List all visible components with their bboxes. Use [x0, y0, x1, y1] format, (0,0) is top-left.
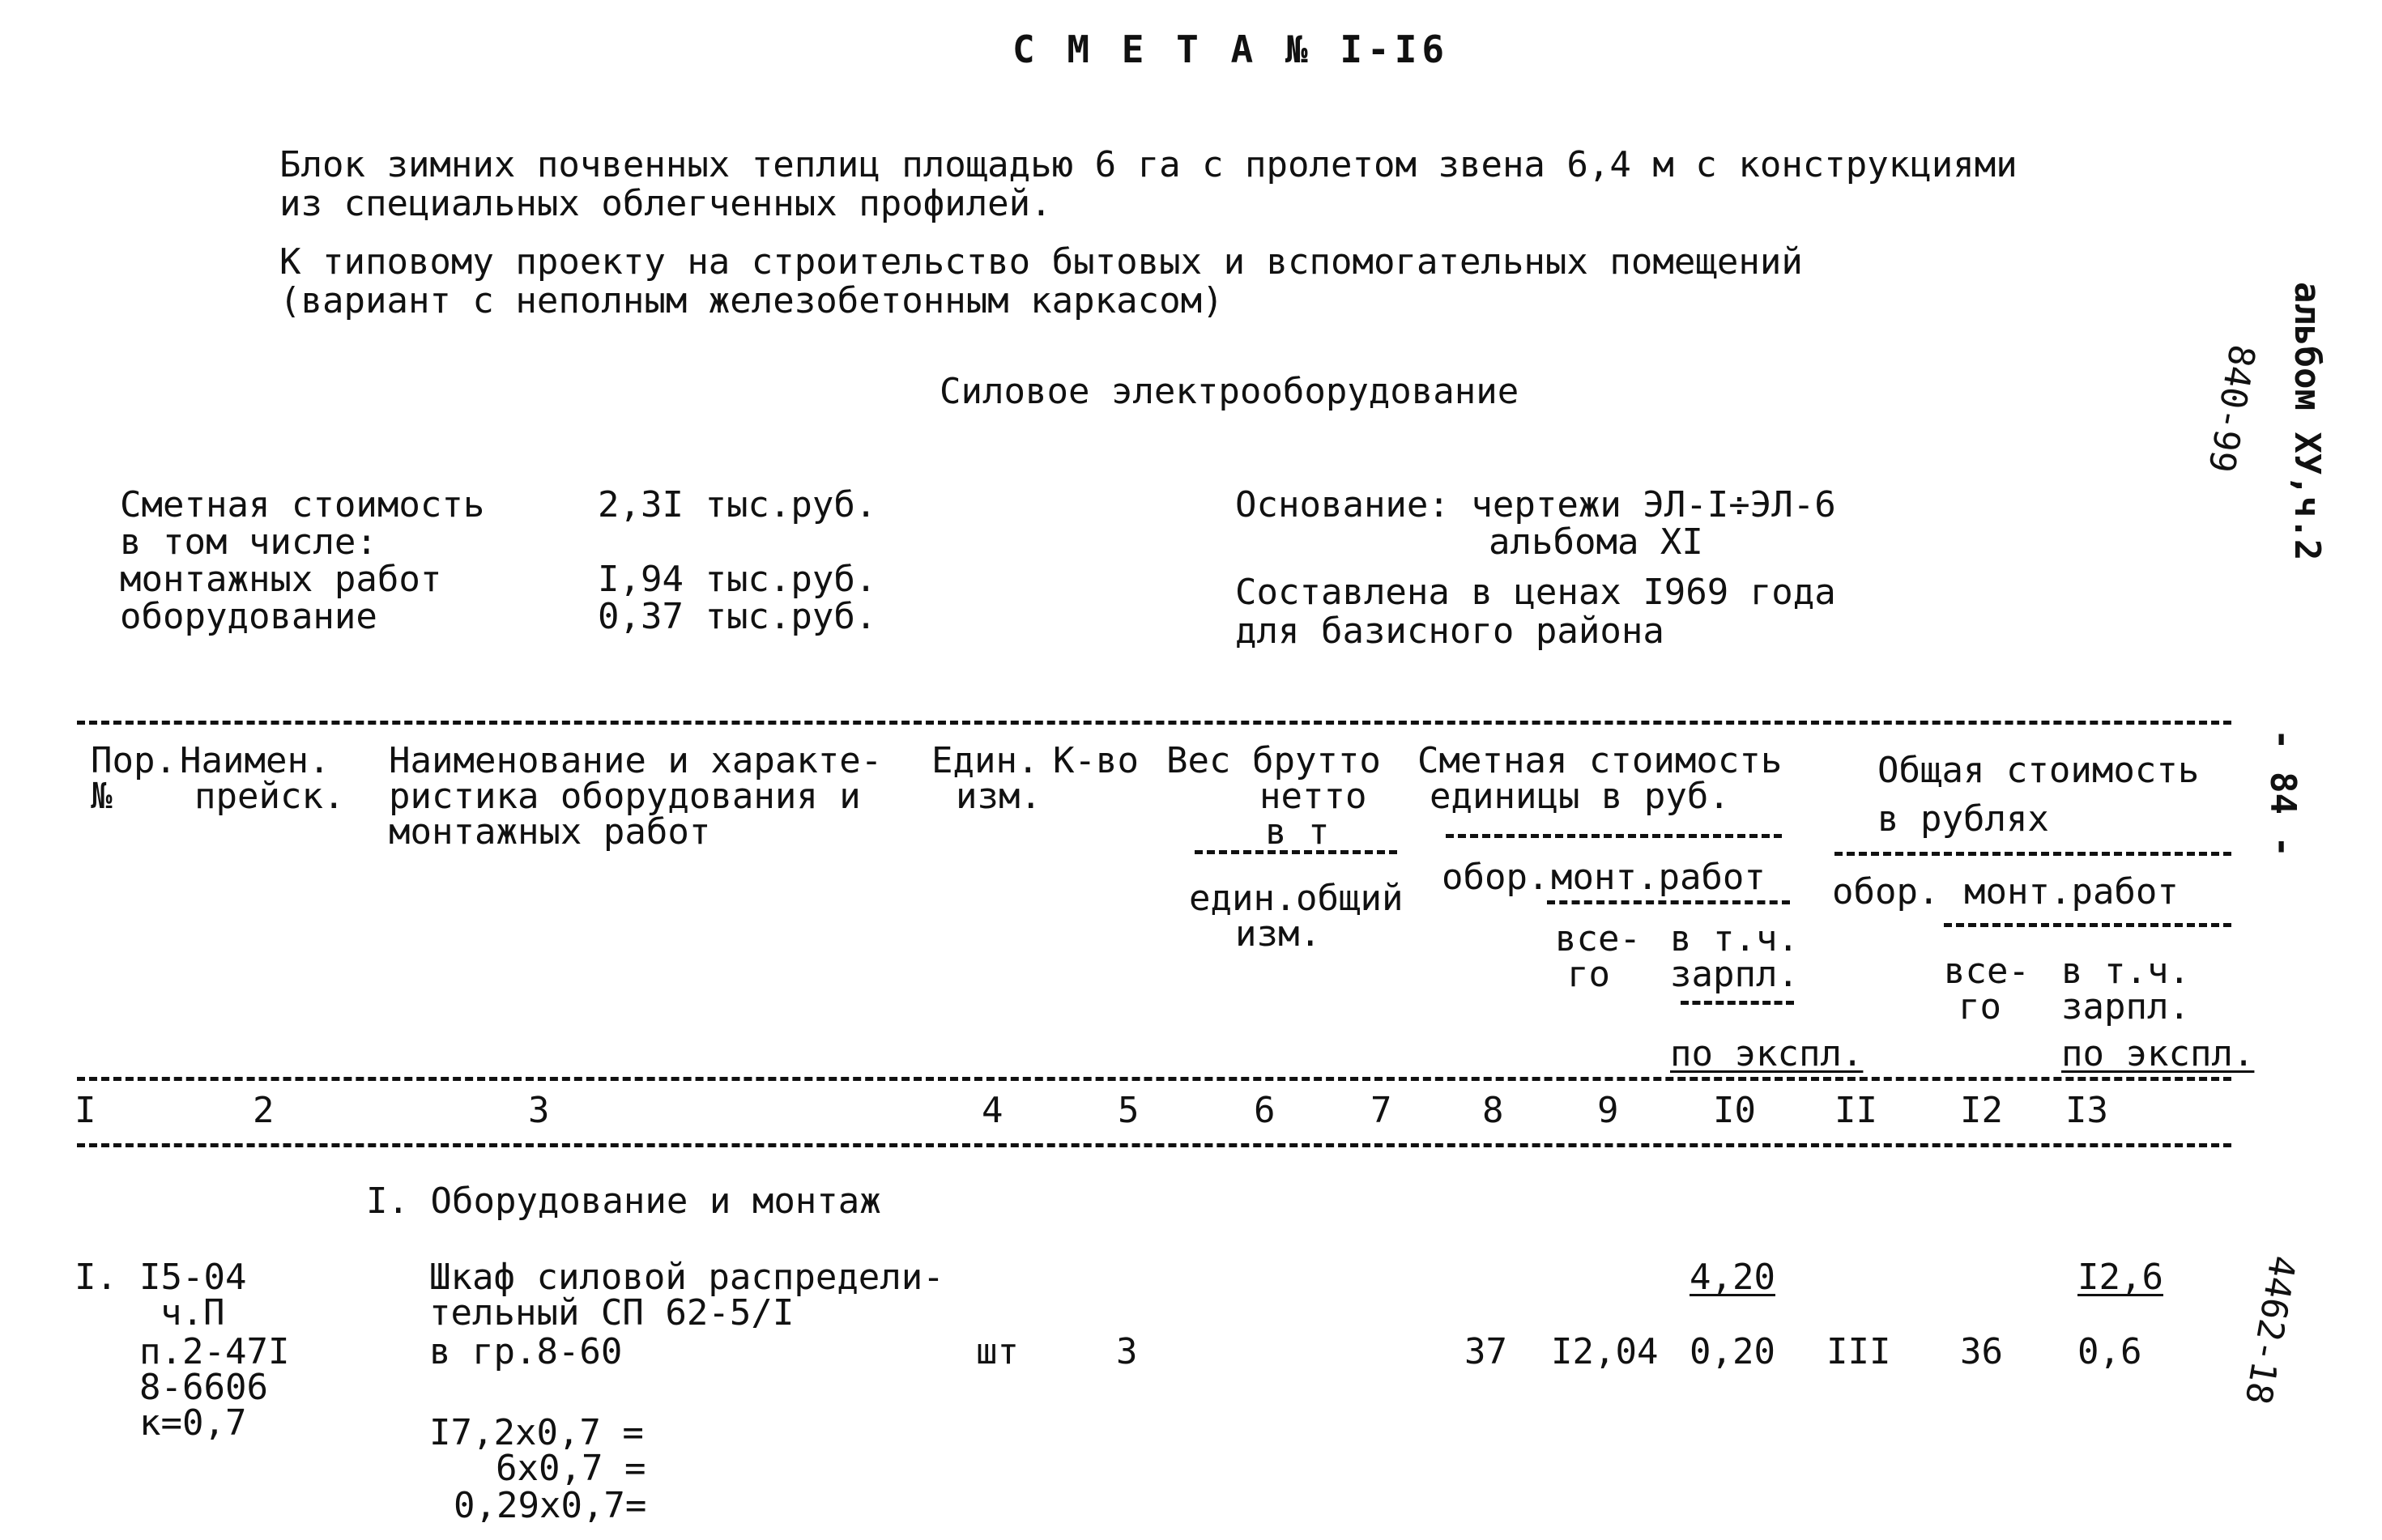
header-unit-cost-rule [1446, 834, 1782, 838]
row-unit-obor: 37 [1464, 1331, 1507, 1372]
section-title: Силовое электрооборудование [940, 371, 1519, 412]
document-title: С М Е Т А № I-I6 [1012, 28, 1450, 71]
header-col6: един. [1189, 878, 1297, 919]
header-unit-wage-rule [1681, 1001, 1794, 1005]
row-total-obor: III [1826, 1331, 1891, 1372]
column-number-10: I0 [1713, 1090, 1756, 1131]
summary-label-cost: Сметная стоимость [120, 484, 485, 525]
column-number-12: I2 [1960, 1090, 2003, 1131]
header-unit-vsego-b: го [1567, 954, 1610, 995]
header-total-obor: обор. [1832, 871, 1940, 913]
header-unit-expl: по экспл. [1670, 1033, 1864, 1074]
summary-value-cost: 2,3I тыс.руб. [598, 484, 877, 525]
row-number: I. [75, 1257, 117, 1298]
header-col7: общий [1296, 878, 1404, 919]
row-name-3: в гр.8-60 [429, 1331, 623, 1372]
row-price-ref-5: к=0,7 [139, 1402, 247, 1444]
header-total-cost-rule [1834, 852, 2231, 856]
row-total-mont-all: 36 [1960, 1331, 2003, 1372]
row-name-2: тельный СП 62-5/I [429, 1292, 795, 1334]
row-unit: шт [976, 1331, 1019, 1372]
description-line-1: Блок зимних почвенных теплиц площадью 6 га с пролетом звена 6,4 м с конструкциями [279, 144, 2018, 185]
description-line-4: (вариант с неполным железобетонным каркасом) [279, 280, 1224, 321]
row-price-ref-4: 8-6606 [139, 1367, 268, 1408]
column-number-4: 4 [982, 1090, 1004, 1131]
column-number-8: 8 [1482, 1090, 1504, 1131]
header-total-vsego-a: все- [1944, 951, 2030, 992]
header-col2-a: Наимен. [180, 740, 330, 781]
basis-line-2: альбома XI [1489, 521, 1703, 563]
row-unit-mont-all: I2,04 [1551, 1331, 1659, 1372]
header-unit-cost-b: единицы в руб. [1430, 776, 1730, 817]
column-number-1: I [75, 1090, 96, 1131]
header-total-expl: по экспл. [2061, 1033, 2255, 1074]
header-unit-cost-a: Сметная стоимость [1417, 740, 1783, 781]
row-name-1: Шкаф силовой распредели- [429, 1257, 944, 1298]
column-number-13: I3 [2065, 1090, 2108, 1131]
summary-label-including: в том числе: [120, 521, 377, 563]
row-calc-2: 6х0,7 = [496, 1448, 646, 1489]
description-line-3: К типовому проекту на строительство бытовых и вспомогательных помещений [279, 241, 1803, 283]
row-qty: 3 [1116, 1331, 1138, 1372]
header-weight-rule [1195, 850, 1397, 854]
header-col6-b: изм. [1235, 913, 1321, 955]
side-note-album: альбом XУ,ч.2 [2286, 282, 2328, 561]
column-number-2: 2 [253, 1090, 275, 1131]
row-price-ref-2: ч.П [160, 1292, 225, 1334]
header-total-vtch-a: в т.ч. [2061, 951, 2190, 992]
column-number-6: 6 [1254, 1090, 1276, 1131]
basis-line-1: Основание: чертежи ЭЛ-I÷ЭЛ-6 [1235, 484, 1836, 525]
header-col4-a: Един. [931, 740, 1039, 781]
summary-label-obor: оборудование [120, 596, 377, 637]
side-note-code: 840-99 [2200, 341, 2263, 476]
header-col3-b: ристика оборудования и [389, 776, 861, 817]
row-calc-3: 0,29х0,7= [454, 1485, 647, 1526]
header-unit-vsego-a: все- [1555, 918, 1641, 959]
column-number-9: 9 [1597, 1090, 1619, 1131]
header-col2-b: прейск. [194, 776, 345, 817]
summary-value-obor: 0,37 тыс.руб. [598, 596, 877, 637]
header-total-cost-a: Общая стоимость [1877, 750, 2200, 791]
summary-value-mont: I,94 тыс.руб. [598, 559, 877, 600]
header-unit-mont: монт.работ [1551, 857, 1766, 898]
header-bottom-rule [77, 1077, 2231, 1081]
header-total-cost-b: в рублях [1877, 798, 2049, 840]
header-total-vtch-b: зарпл. [2061, 986, 2190, 1027]
description-line-2: из специальных облегченных профилей. [279, 183, 1052, 224]
row-price-ref-3: п.2-47I [139, 1331, 290, 1372]
header-col1-a: Пор. [91, 740, 177, 781]
header-col4-b: изм. [956, 776, 1042, 817]
header-weight-b: нетто [1259, 776, 1367, 817]
basis-line-3: Составлена в ценах I969 года [1235, 572, 1836, 613]
side-note-stamp: 4462-18 [2236, 1252, 2303, 1408]
header-col3-c: монтажных работ [389, 811, 711, 853]
header-total-mont: монт.работ [1964, 871, 2179, 913]
row-calc-1: I7,2х0,7 = [429, 1412, 644, 1453]
summary-label-mont: монтажных работ [120, 559, 442, 600]
header-col5: К-во [1053, 740, 1139, 781]
header-total-mont-rule [1944, 923, 2231, 927]
header-unit-vtch-b: зарпл. [1670, 954, 1799, 995]
column-number-7: 7 [1370, 1090, 1392, 1131]
header-weight-c: в т [1265, 811, 1330, 853]
row-total-mont-wage: I2,6 [2077, 1257, 2163, 1298]
header-unit-vtch-a: в т.ч. [1670, 918, 1799, 959]
column-number-5: 5 [1118, 1090, 1140, 1131]
header-col3-a: Наименование и характе- [389, 740, 883, 781]
header-col1-b: № [91, 776, 113, 817]
column-numbers-rule [77, 1143, 2231, 1147]
table-top-rule [77, 721, 2231, 725]
row-unit-mont-expl: 0,20 [1690, 1331, 1775, 1372]
basis-line-4: для базисного района [1235, 610, 1664, 652]
group-title: I. Оборудование и монтаж [366, 1181, 881, 1222]
header-total-vsego-b: го [1958, 986, 2001, 1027]
side-note-page: - 84 - [2262, 729, 2303, 857]
row-price-ref-1: I5-04 [139, 1257, 247, 1298]
column-number-3: 3 [528, 1090, 550, 1131]
header-unit-mont-rule [1547, 900, 1790, 904]
row-total-mont-expl: 0,6 [2077, 1331, 2142, 1372]
column-number-11: II [1834, 1090, 1877, 1131]
header-unit-obor: обор. [1442, 857, 1549, 898]
row-unit-mont-wage: 4,20 [1690, 1257, 1775, 1298]
header-weight-a: Вес брутто [1166, 740, 1381, 781]
